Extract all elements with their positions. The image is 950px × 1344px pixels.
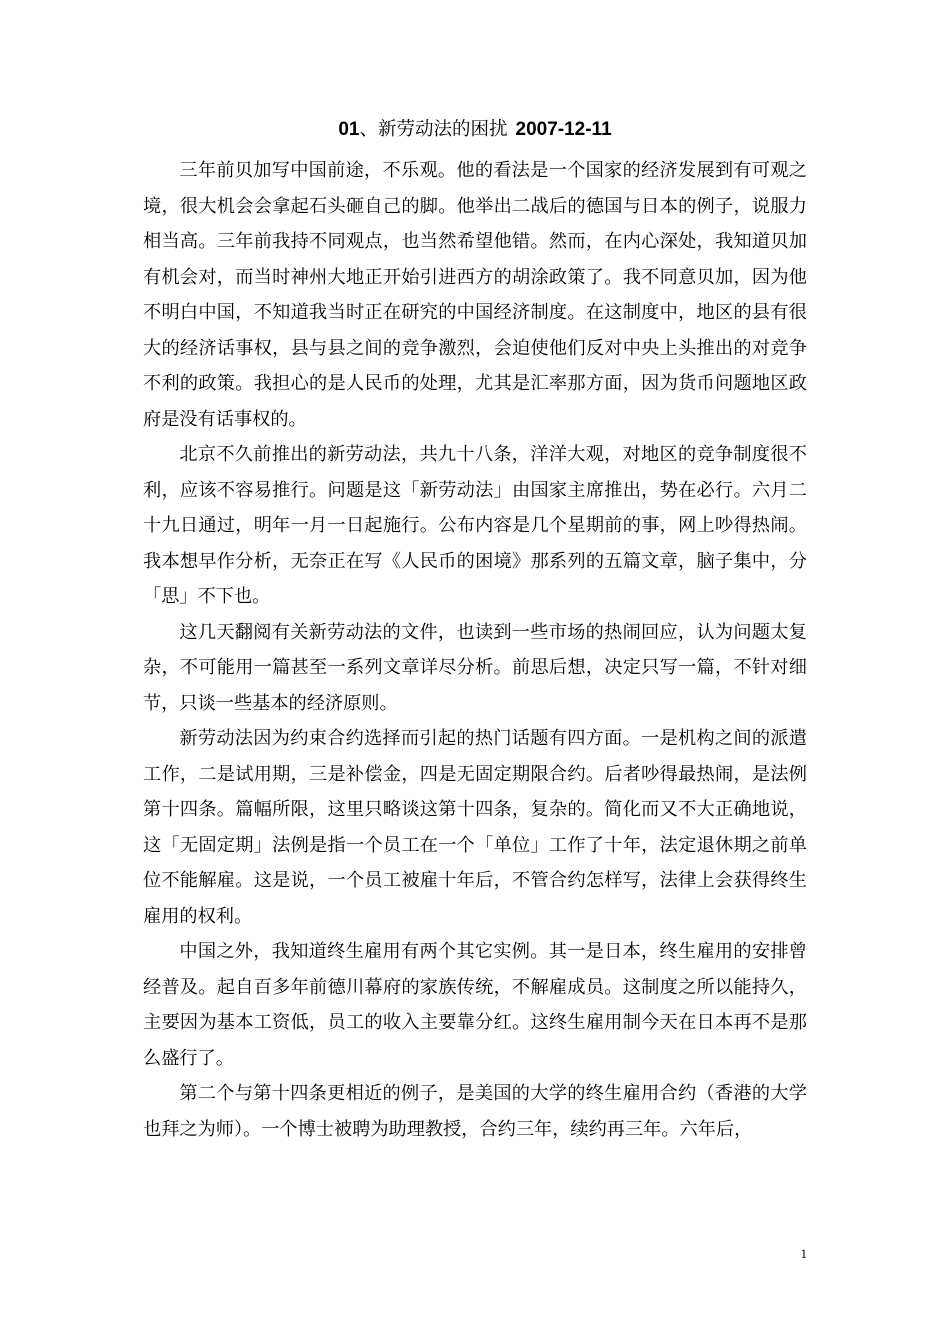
page-number: 1: [800, 1246, 807, 1261]
paragraph: 新劳动法因为约束合约选择而引起的热门话题有四方面。一是机构之间的派遣工作，二是试用期，三是补偿金，四是无固定期限合约。后者吵得最热闹，是法例第十四条。篇幅所限，这里只略谈这第十四条，复杂的。简化而又不大正确地说，这「无固定期」法例是指一个员工在一个「单位」工作了十年，法定退休期之前单位不能解雇。这是说，一个员工被雇十年后，不管合约怎样写，法律上会获得终生雇用的权利。: [143, 728, 807, 927]
title-date: 2007-12-11: [515, 119, 612, 140]
paragraph: 第二个与第十四条更相近的例子，是美国的大学的终生雇用合约（香港的大学也拜之为师）。一个博士被聘为助理教授，合约三年，续约再三年。六年后，: [143, 1083, 807, 1140]
page-title: [143, 116, 807, 144]
paragraph: 三年前贝加写中国前途，不乐观。他的看法是一个国家的经济发展到有可观之境，很大机会会拿起石头砸自己的脚。他举出二战后的德国与日本的例子，说服力相当高。三年前我持不同观点，也当然希望他错。然而，在内心深处，我知道贝加有机会对，而当时神州大地正开始引进西方的胡涂政策了。我不同意贝加，因为他不明白中国，不知道我当时正在研究的中国经济制度。在这制度中，地区的县有很大的经济话事权，县与县之间的竞争激烈，会迫使他们反对中央上头推出的对竞争不利的政策。我担心的是人民币的处理，尤其是汇率那方面，因为货币问题地区政府是没有话事权的。: [143, 160, 807, 430]
title-number: 01: [338, 119, 360, 140]
paragraph: 这几天翻阅有关新劳动法的文件，也读到一些市场的热闹回应，认为问题太复杂，不可能用一篇甚至一系列文章详尽分析。前思后想，决定只写一篇，不针对细节，只谈一些基本的经济原则。: [143, 621, 807, 714]
paragraph: 北京不久前推出的新劳动法，共九十八条，洋洋大观，对地区的竞争制度很不利，应该不容易推行。问题是这「新劳动法」由国家主席推出，势在必行。六月二十九日通过，明年一月一日起施行。公布内容是几个星期前的事，网上吵得热闹。我本想早作分析，无奈正在写《人民币的困境》那系列的五篇文章，脑子集中，分「思」不下也。: [143, 444, 807, 607]
title-text: 、新劳动法的困扰: [359, 119, 508, 140]
paragraph: 中国之外，我知道终生雇用有两个其它实例。其一是日本，终生雇用的安排曾经普及。起自百多年前德川幕府的家族传统，不解雇成员。这制度之所以能持久，主要因为基本工资低，员工的收入主要靠分红。这终生雇用制今天在日本再不是那么盛行了。: [143, 941, 807, 1069]
article-body: [143, 153, 807, 1147]
